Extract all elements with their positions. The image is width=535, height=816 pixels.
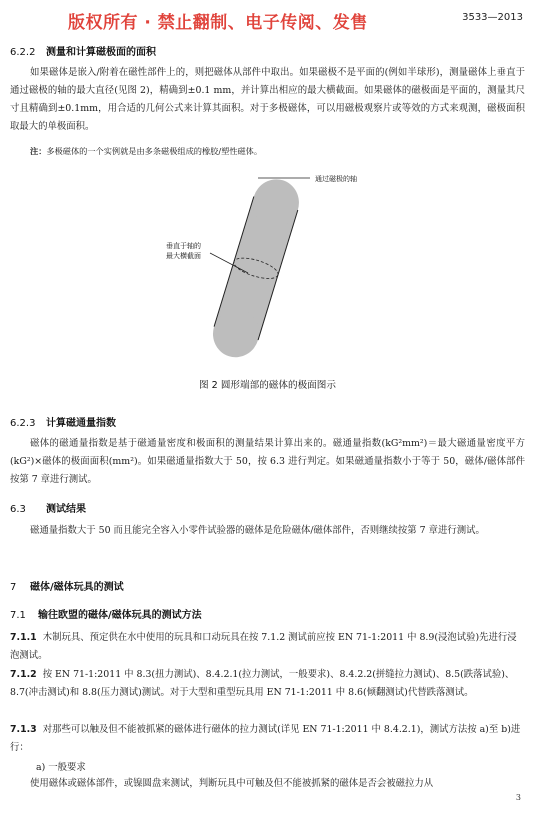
figure-2 bbox=[150, 158, 390, 378]
page-header bbox=[0, 6, 535, 33]
chapter-heading-7 bbox=[10, 578, 124, 593]
section-number: 6.2.3 bbox=[10, 418, 36, 429]
clause-7-1-1 bbox=[10, 629, 525, 665]
section-title: 输往欧盟的磁体/磁体玩具的测试方法 bbox=[38, 610, 202, 621]
clause-text: 木制玩具、预定供在水中使用的玩具和口动玩具在按 7.1.2 测试前应按 EN 71-1:2011 中 8.9(浸泡试验)先进行浸泡测试。 bbox=[10, 632, 517, 661]
paragraph-6-2-2: 如果磁体是嵌入/附着在磁性部件上的，则把磁体从部件中取出。如果磁极不是平面的(例如半球形)，测量磁体上垂直于通过磁极的轴的最大直径(见图 2)，精确到±0.1 mm，并计算出相应的最大横截面。如果磁体的磁极面是平面的，测量其尺寸且精确到±0.1mm，用合适的几何公式来计算其面积。对于多极磁体，可以用磁极观察片或等效的方式来观测，磁极面积取最大的单极面积。 bbox=[10, 67, 525, 132]
chapter-title: 磁体/磁体玩具的测试 bbox=[30, 582, 124, 593]
clause-text: 对那些可以触及但不能被抓紧的磁体进行磁体的拉力测试(详见 EN 71-1:2011 中 8.4.2.1)，测试方法按 a)至 b)进行： bbox=[10, 724, 521, 753]
standard-number: 3533—2013 bbox=[462, 12, 523, 23]
axis-label: 通过磁极的轴 bbox=[315, 175, 357, 183]
section-label-line1: 垂直于轴的 bbox=[166, 242, 201, 250]
section-title: 测量和计算磁极面的面积 bbox=[46, 47, 156, 58]
section-number: 7.1 bbox=[10, 610, 26, 621]
section-heading-6-2-2 bbox=[10, 43, 156, 58]
figure-caption: 图 2 圆形端部的磁体的极面图示 bbox=[199, 380, 336, 391]
section-heading-7-1 bbox=[10, 606, 202, 621]
page-number: 3 bbox=[515, 793, 521, 802]
clause-7-1-3 bbox=[10, 721, 525, 757]
note-text: 多极磁体的一个实例就是由多条磁极组成的橡胶/塑性磁体。 bbox=[46, 146, 263, 156]
section-title: 测试结果 bbox=[46, 504, 86, 515]
section-label-line2: 最大横截面 bbox=[166, 252, 201, 260]
paragraph-6-3: 磁通量指数大于 50 而且能完全容入小零件试验器的磁体是危险磁体/磁体部件，否则继续按第 7 章进行测试。 bbox=[30, 525, 485, 536]
section-heading-6-3 bbox=[10, 500, 86, 515]
clause-number: 7.1.1 bbox=[10, 632, 37, 643]
clause-7-1-2 bbox=[10, 666, 525, 702]
copyright-watermark: 版权所有 · 禁止翻制、电子传阅、发售 bbox=[68, 13, 368, 33]
magnet-pole-diagram bbox=[150, 158, 390, 378]
magnet-cylinder bbox=[207, 174, 305, 363]
note-label: 注： bbox=[30, 146, 47, 156]
section-number: 6.3 bbox=[10, 504, 26, 515]
note bbox=[30, 145, 262, 157]
clause-number: 7.1.2 bbox=[10, 669, 37, 680]
chapter-number: 7 bbox=[10, 582, 17, 593]
section-title: 计算磁通量指数 bbox=[46, 418, 116, 429]
last-paragraph: 使用磁体或磁体部件，或镍圆盘来测试，判断玩具中可触及但不能被抓紧的磁体是否会被磁拉力从 bbox=[30, 778, 434, 789]
clause-number: 7.1.3 bbox=[10, 724, 37, 735]
section-number: 6.2.2 bbox=[10, 47, 36, 58]
paragraph-6-2-3: 磁体的磁通量指数是基于磁通量密度和极面积的测量结果计算出来的。磁通量指数(kG²mm²)＝最大磁通量密度平方(kG²)×磁体的极面面积(mm²)。如果磁通量指数大于 50，按 6.3 进行判定。如果磁通量指数小于等于 50，磁体/磁体部件按第 7 章进行测试。 bbox=[10, 438, 525, 485]
subclause-a: a) 一般要求 bbox=[36, 762, 86, 773]
section-heading-6-2-3 bbox=[10, 414, 116, 429]
clause-text: 按 EN 71-1:2011 中 8.3(扭力测试)、8.4.2.1(拉力测试，一般要求)、8.4.2.2(拼缝拉力测试)、8.5(跌落试验)、8.7(冲击测试)和 8.8(压力测试)测试。对于大型和重型玩具用 EN 71-1:2011 中 8.6(倾翻测试)代替跌落测试。 bbox=[10, 669, 515, 698]
